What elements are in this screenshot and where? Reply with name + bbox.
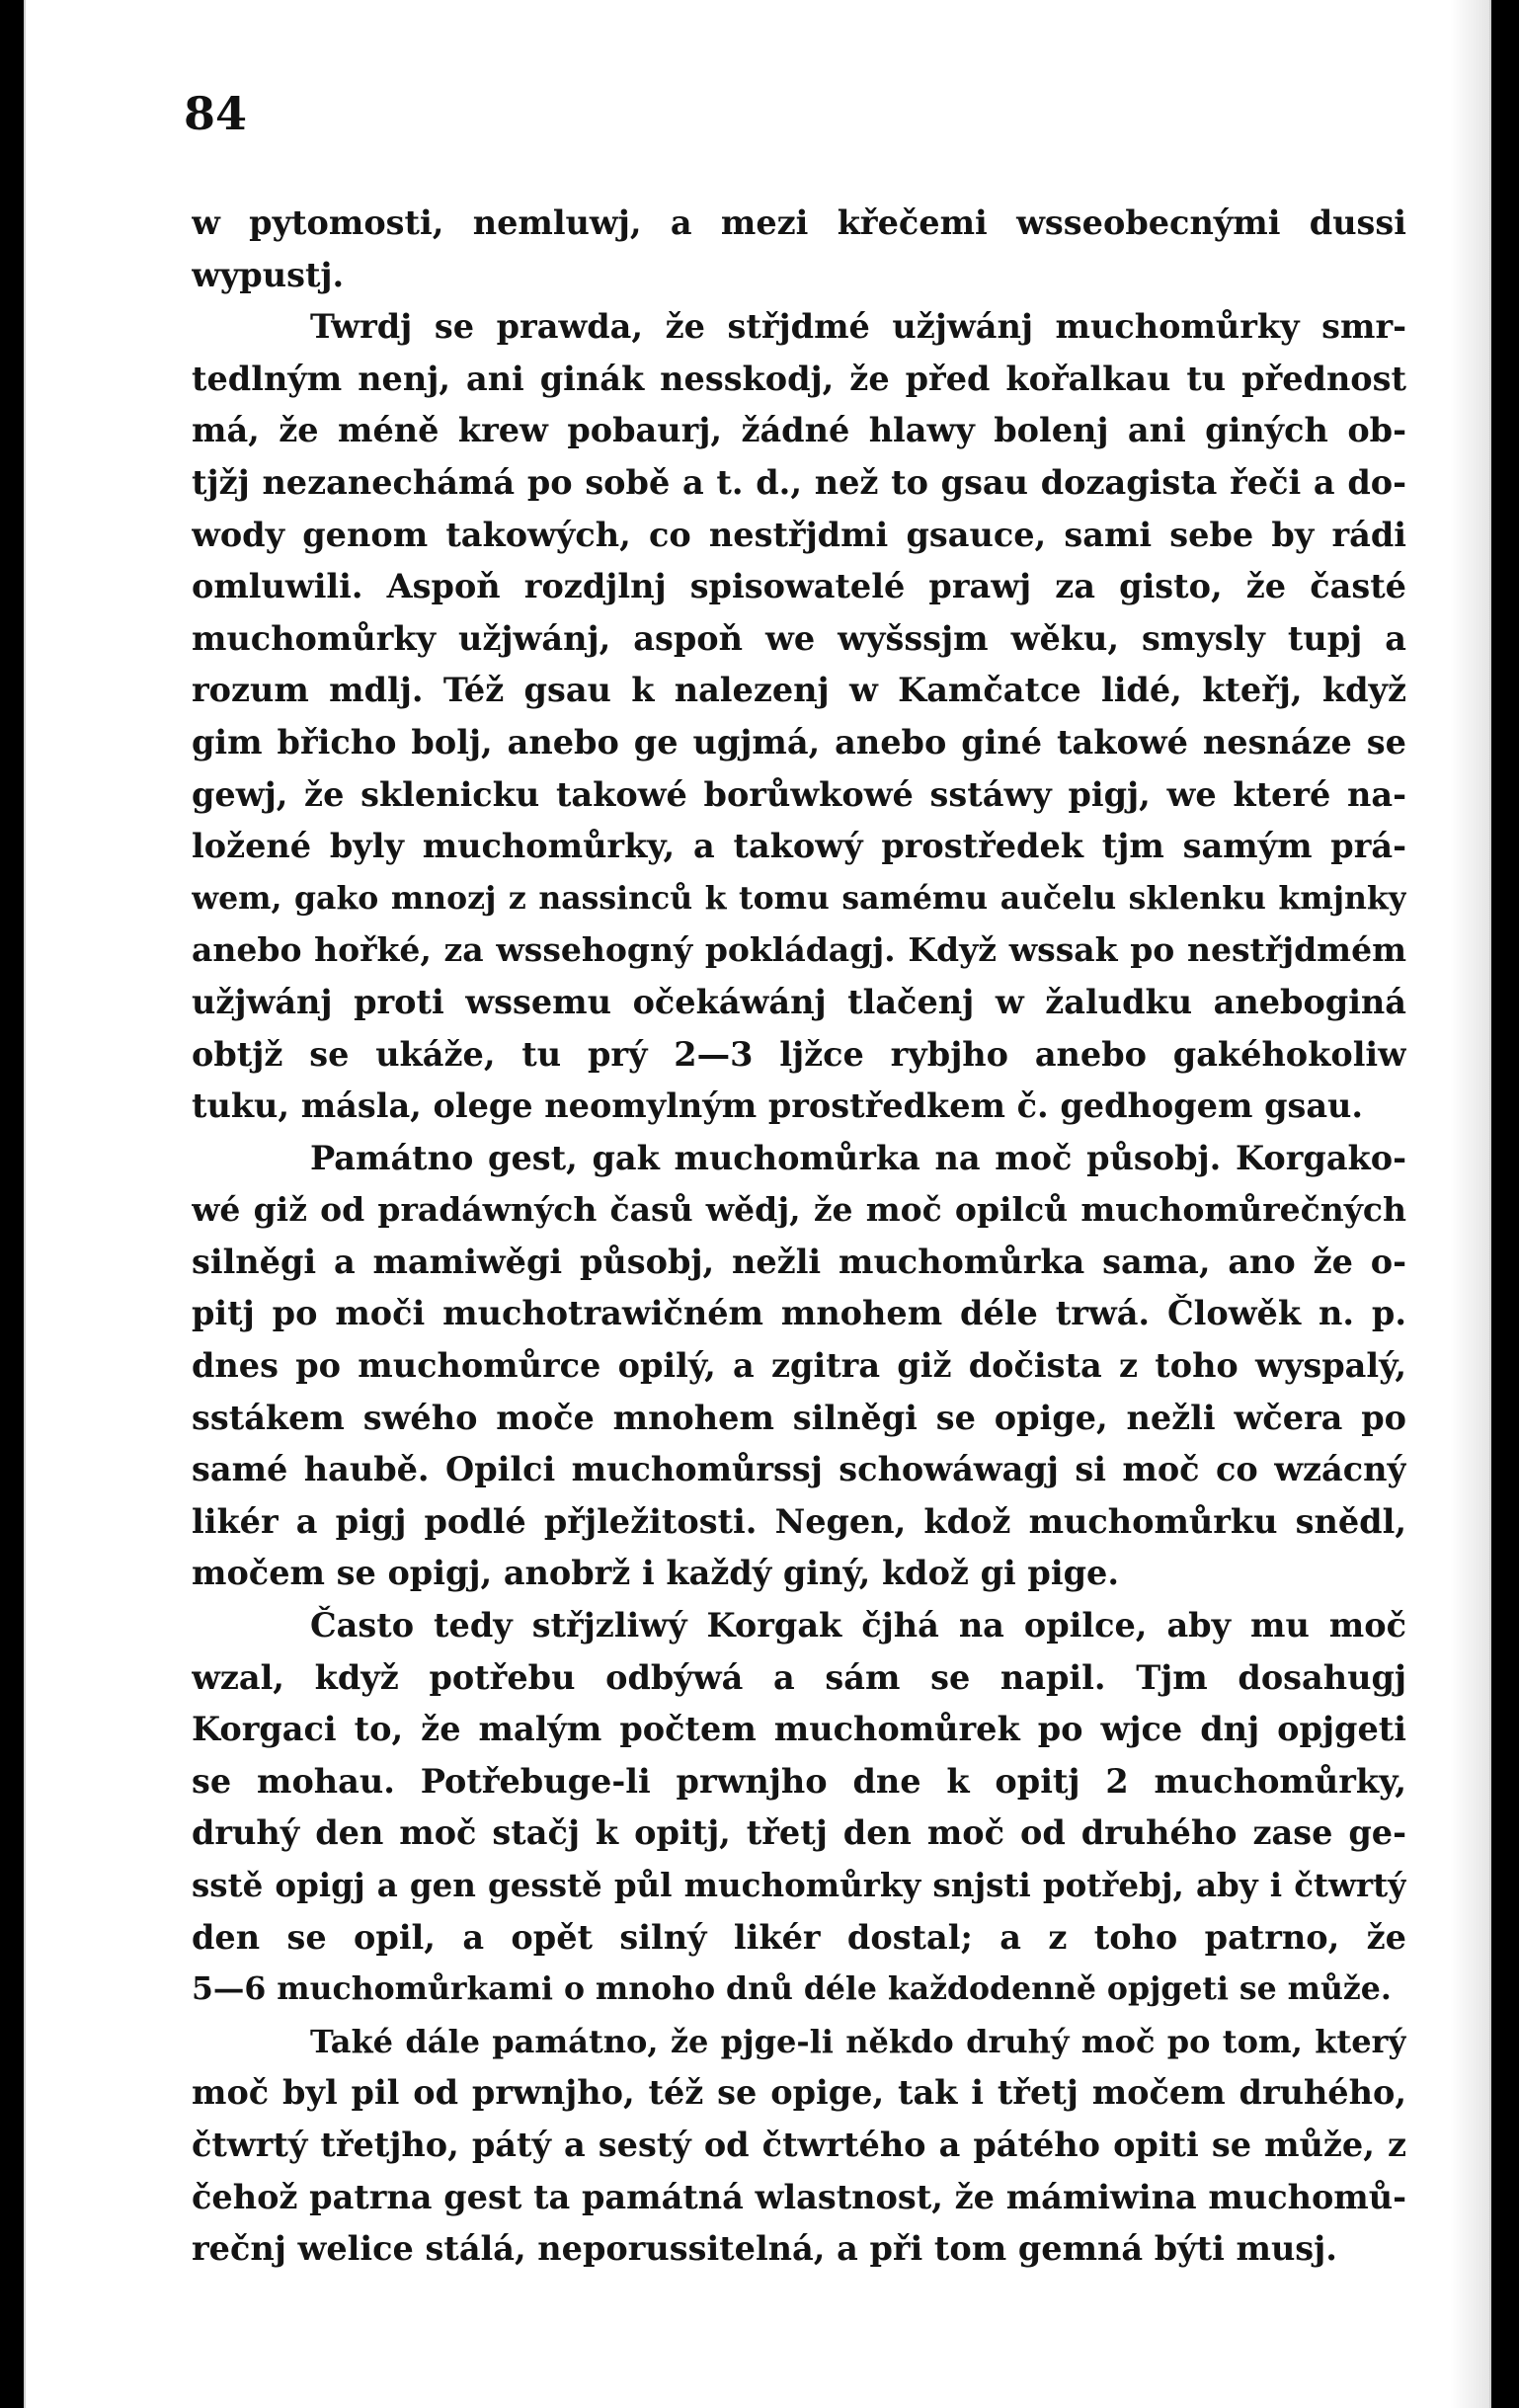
text-line: wody genom takowých, co nestřjdmi gsauce, sami sebe by rádi <box>192 515 1406 554</box>
text-line: čehož patrna gest ta památná wlastnost, že mámiwina muchomů- <box>192 2177 1406 2216</box>
text-line: w pytomosti, nemluwj, a mezi křečemi wsseobecnými dussi <box>192 203 1406 242</box>
text-line: samé haubě. Opilci muchomůrssj schowáwagj si moč co wzácný <box>192 1450 1406 1489</box>
text-line: likér a pigj podlé přjležitosti. Negen, kdož muchomůrku snědl, <box>192 1501 1406 1541</box>
page-edge-shadow <box>1450 0 1489 2408</box>
text-line: muchomůrky užjwánj, aspoň we wyšssjm wěku, smysly tupj a <box>192 618 1406 658</box>
text-line: gim břicho bolj, anebo ge ugjmá, anebo giné takowé nesnáze se <box>192 722 1406 762</box>
text-line: wzal, když potřebu odbýwá a sám se napil. Tjm dosahugj <box>192 1657 1406 1697</box>
text-line: užjwánj proti wssemu očekáwánj tlačenj w žaludku aneboginá <box>192 982 1406 1021</box>
text-line: wé giž od pradáwných časů wědj, že moč opilců muchomůrečných <box>192 1190 1406 1230</box>
text-line: Často tedy střjzliwý Korgak čjhá na opilce, aby mu moč <box>310 1606 1406 1645</box>
text-line: se mohau. Potřebuge-li prwnjho dne k opitj 2 muchomůrky, <box>192 1761 1406 1801</box>
text-line: den se opil, a opět silný likér dostal; a z toho patrno, že <box>192 1917 1406 1957</box>
text-line: tedlným nenj, ani ginák nesskodj, že před kořalkau tu přednost <box>192 359 1406 398</box>
text-line: sstákem swého moče mnohem silněgi se opige, nežli wčera po <box>192 1398 1406 1437</box>
text-line: má, že méně krew pobaurj, žádné hlawy bolenj ani giných ob- <box>192 411 1406 450</box>
text-line: obtjž se ukáže, tu prý 2—3 ljžce rybjho anebo gakéhokoliw <box>192 1034 1406 1074</box>
text-line: gewj, že sklenicku takowé borůwkowé sstáwy pigj, we které na- <box>192 774 1406 814</box>
text-line: sstě opigj a gen gesstě půl muchomůrky snjsti potřebj, aby i čtwrtý <box>192 1866 1406 1904</box>
text-line: anebo hořké, za wssehogný pokládagj. Když wssak po nestřjdmém <box>192 930 1406 970</box>
text-line: Twrdj se prawda, že střjdmé užjwánj muchomůrky smr- <box>310 307 1406 347</box>
text-line: 5—6 muchomůrkami o mnoho dnů déle každodenně opjgeti se může. <box>192 1970 1392 2008</box>
text-line: močem se opigj, anobrž i každý giný, kdož gi pige. <box>192 1554 1119 1593</box>
page-number: 84 <box>184 87 248 140</box>
text-line: silněgi a mamiwěgi působj, nežli muchomůrka sama, ano že o- <box>192 1242 1406 1281</box>
text-line: dnes po muchomůrce opilý, a zgitra giž dočista z toho wyspalý, <box>192 1346 1406 1386</box>
text-line: Památno gest, gak muchomůrka na moč působj. Korgako- <box>310 1138 1406 1177</box>
text-line: čtwrtý třetjho, pátý a sestý od čtwrtého a pátého opiti se může, z <box>192 2125 1406 2164</box>
text-line: Korgaci to, že malým počtem muchomůrek po wjce dnj opjgeti <box>192 1710 1406 1749</box>
text-line: ložené byly muchomůrky, a takowý prostředek tjm samým prá- <box>192 827 1406 866</box>
text-line: Také dále památno, že pjge-li někdo druhý moč po tom, který <box>310 2022 1406 2060</box>
text-line: rozum mdlj. Též gsau k nalezenj w Kamčatce lidé, kteřj, když <box>192 671 1406 710</box>
body-text <box>192 198 1406 2276</box>
text-line: druhý den moč stačj k opitj, třetj den moč od druhého zase ge- <box>192 1813 1406 1853</box>
text-line: omluwili. Aspoň rozdjlnj spisowatelé prawj za gisto, že časté <box>192 567 1406 606</box>
text-line: wypustj. <box>192 255 345 294</box>
text-line: moč byl pil od prwnjho, též se opige, tak i třetj močem druhého, <box>192 2073 1406 2113</box>
text-line: wem, gako mnozj z nassinců k tomu samému aučelu sklenku kmjnky <box>192 879 1406 917</box>
text-line: rečnj welice stálá, neporussitelná, a při tom gemná býti musj. <box>192 2229 1337 2269</box>
text-line: tuku, másla, olege neomylným prostředkem č. gedhogem gsau. <box>192 1086 1364 1126</box>
book-page <box>24 0 1491 2408</box>
text-line: tjžj nezanechámá po sobě a t. d., než to gsau dozagista řeči a do- <box>192 462 1406 502</box>
text-line: pitj po moči muchotrawičném mnohem déle trwá. Člowěk n. p. <box>192 1294 1406 1333</box>
